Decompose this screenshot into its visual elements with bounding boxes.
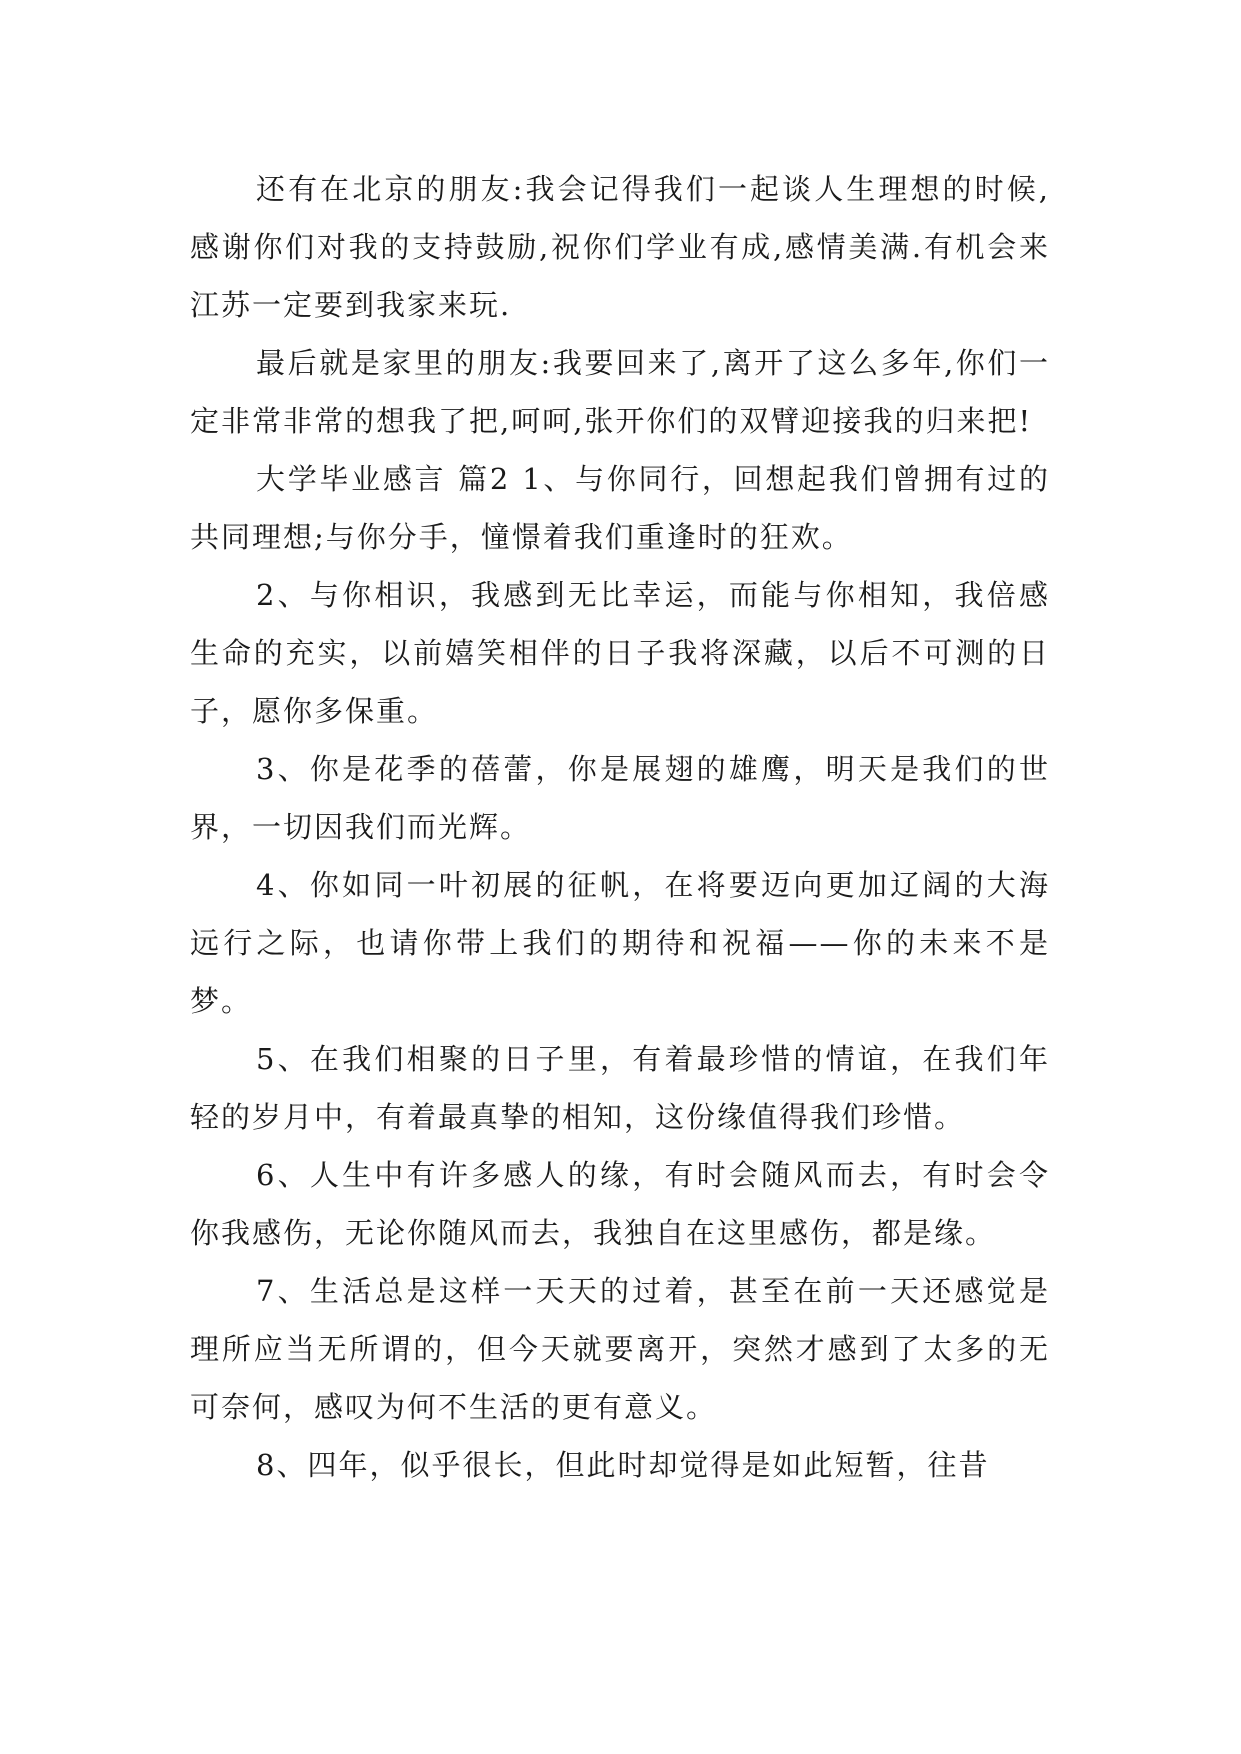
paragraph-item-3: 3、你是花季的蓓蕾，你是展翅的雄鹰，明天是我们的世界，一切因我们而光辉。: [190, 752, 1050, 844]
paragraph-item-6: 6、人生中有许多感人的缘，有时会随风而去，有时会令你我感伤，无论你随风而去，我独自在这里感伤，都是缘。: [190, 1158, 1050, 1250]
paragraph-friends-beijing: 还有在北京的朋友:我会记得我们一起谈人生理想的时候,感谢你们对我的支持鼓励,祝你们学业有成,感情美满.有机会来江苏一定要到我家来玩.: [190, 172, 1050, 322]
paragraph-item-7: 7、生活总是这样一天天的过着，甚至在前一天还感觉是理所应当无所谓的，但今天就要离开，突然才感到了太多的无可奈何，感叹为何不生活的更有意义。: [190, 1274, 1050, 1424]
paragraph-friends-home: 最后就是家里的朋友:我要回来了,离开了这么多年,你们一定非常非常的想我了把,呵呵,张开你们的双臂迎接我的归来把!: [190, 346, 1050, 438]
paragraph-item-2: 2、与你相识，我感到无比幸运，而能与你相知，我倍感生命的充实，以前嬉笑相伴的日子我将深藏，以后不可测的日子，愿你多保重。: [190, 578, 1050, 728]
paragraph-section-2-item-1: 大学毕业感言 篇2 1、与你同行，回想起我们曾拥有过的共同理想;与你分手，憧憬着我们重逢时的狂欢。: [190, 462, 1050, 554]
paragraph-item-8: 8、四年，似乎很长，但此时却觉得是如此短暂，往昔: [256, 1448, 990, 1482]
paragraph-item-5: 5、在我们相聚的日子里，有着最珍惜的情谊，在我们年轻的岁月中，有着最真挚的相知，这份缘值得我们珍惜。: [190, 1042, 1050, 1134]
paragraph-item-4: 4、你如同一叶初展的征帆，在将要迈向更加辽阔的大海远行之际，也请你带上我们的期待和祝福——你的未来不是梦。: [190, 868, 1050, 1018]
document-body: [190, 160, 1050, 1494]
